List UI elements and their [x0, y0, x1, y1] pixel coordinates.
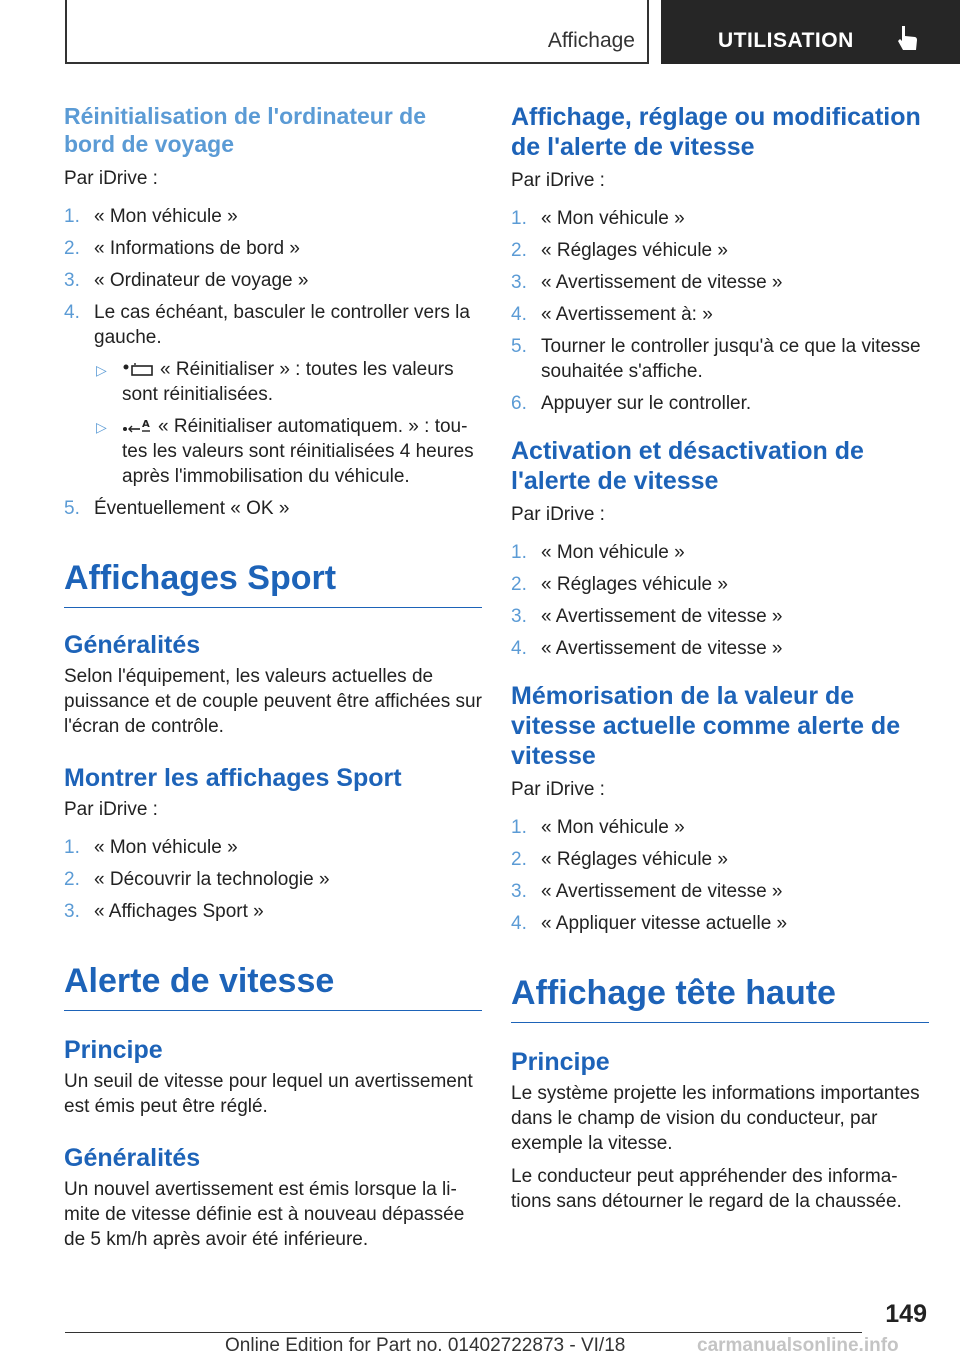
list-item: 1. « Mon véhicule »: [64, 206, 238, 227]
list-item: 5. Éventuellement « OK »: [64, 498, 290, 519]
display-via: Par iDrive :: [511, 170, 605, 191]
hud-heading: Affichage tête haute: [511, 972, 929, 1023]
activation-heading: Activation et désactivation de l'alerte de vitesse: [511, 437, 864, 495]
list-item: 3. « Avertissement de vitesse »: [511, 881, 783, 902]
memorize-heading: Mémorisation de la valeur de vitesse actuelle comme alerte de vitesse: [511, 682, 901, 770]
memorize-steps: [511, 815, 929, 936]
sport-general-text: Selon l'équipement, les valeurs actuelles de puissance et de couple peuvent être affichées sur l'écran de contrôle.: [64, 666, 482, 737]
list-item: 4. Le cas échéant, basculer le controller vers la gauche. ▷ « Réinitialiser » : toutes les valeurs sont réinitialisées. ▷ A « Réinitialiser automatiquem. » : toutes les valeurs sont réinitialisées 4 heures après l'immobilisation du véhicule.: [64, 300, 482, 489]
header-chapter-title: UTILISATION: [718, 29, 854, 52]
reset-icon: [122, 362, 154, 378]
hud-text-2: Le conducteur peut appréhender des informations sans détourner le regard de la chaussée.: [511, 1166, 902, 1212]
list-item: 1. « Mon véhicule »: [64, 837, 238, 858]
list-item: 3. « Avertissement de vitesse »: [511, 272, 783, 293]
list-item: 1. « Mon véhicule »: [511, 542, 685, 563]
auto-reset-icon: [122, 418, 152, 436]
sport-heading: Affichages Sport: [64, 557, 482, 608]
speed-general-text: Un nouvel avertissement est émis lorsque la limite de vitesse définie est à nouveau dépassée de 5 km/h après avoir été inférieure.: [64, 1179, 465, 1250]
list-item: 4. « Avertissement à: »: [511, 304, 713, 325]
hud-principle-heading: Principe: [511, 1048, 610, 1076]
sport-general-heading: Généralités: [64, 631, 201, 659]
list-item: 2. « Réglages véhicule »: [511, 574, 728, 595]
list-item: 2. « Découvrir la technologie »: [64, 869, 330, 890]
activation-steps: [511, 540, 929, 661]
page-number: 149: [885, 1300, 927, 1328]
list-item: 5. Tourner le controller jusqu'à ce que la vitesse souhaitée s'affiche.: [511, 336, 921, 382]
list-item: 1. « Mon véhicule »: [511, 817, 685, 838]
list-item: 2. « Réglages véhicule »: [511, 240, 728, 261]
display-heading: Affichage, réglage ou modification de l'alerte de vitesse: [511, 103, 921, 161]
watermark: carmanualsonline.info: [697, 1335, 899, 1356]
speed-general-heading: Généralités: [64, 1144, 201, 1172]
memorize-via: Par iDrive :: [511, 779, 605, 800]
list-item: 4. « Avertissement de vitesse »: [511, 638, 783, 659]
left-column: [64, 102, 482, 1252]
list-item: ▷ A « Réinitialiser automatiquem. » : toutes les valeurs sont réinitialisées 4 heures après l'immobilisation du véhicule.: [96, 416, 474, 487]
reset-steps: [64, 204, 482, 521]
list-item: 3. « Ordinateur de voyage »: [64, 270, 309, 291]
sport-show-steps: [64, 835, 482, 924]
list-item: 1. « Mon véhicule »: [511, 208, 685, 229]
header-chapter-tab: [661, 0, 960, 64]
pointing-hand-icon: [895, 24, 919, 52]
right-column: [511, 102, 929, 1214]
list-item: 3. « Affichages Sport »: [64, 901, 264, 922]
reset-heading: Réinitialisation de l'ordinateur de bord de voyage: [64, 103, 427, 157]
sport-show-heading: Montrer les affichages Sport: [64, 764, 402, 792]
speed-principle-heading: Principe: [64, 1036, 163, 1064]
list-item: 3. « Avertissement de vitesse »: [511, 606, 783, 627]
hud-text-1: Le système projette les informations importantes dans le champ de vision du conducteur, par exemple la vitesse.: [511, 1083, 920, 1154]
activation-via: Par iDrive :: [511, 504, 605, 525]
header-section-title: Affichage: [547, 29, 635, 52]
svg-text:A: A: [142, 418, 150, 430]
list-item: ▷ « Réinitialiser » : toutes les valeurs sont réinitialisées.: [96, 359, 454, 405]
list-item: 6. Appuyer sur le controller.: [511, 393, 752, 414]
sport-show-via: Par iDrive :: [64, 799, 158, 820]
list-item: 2. « Réglages véhicule »: [511, 849, 728, 870]
display-steps: [511, 206, 929, 416]
footer-edition: Online Edition for Part no. 01402722873 - VI/18: [225, 1335, 626, 1356]
reset-via: Par iDrive :: [64, 168, 158, 189]
footer-rule: [65, 1332, 862, 1333]
reset-sub-list: [94, 357, 482, 489]
list-item: 4. « Appliquer vitesse actuelle »: [511, 913, 788, 934]
speed-alert-heading: Alerte de vitesse: [64, 960, 482, 1011]
list-item: 2. « Informations de bord »: [64, 238, 300, 259]
speed-principle-text: Un seuil de vitesse pour lequel un avertissement est émis peut être réglé.: [64, 1071, 473, 1117]
